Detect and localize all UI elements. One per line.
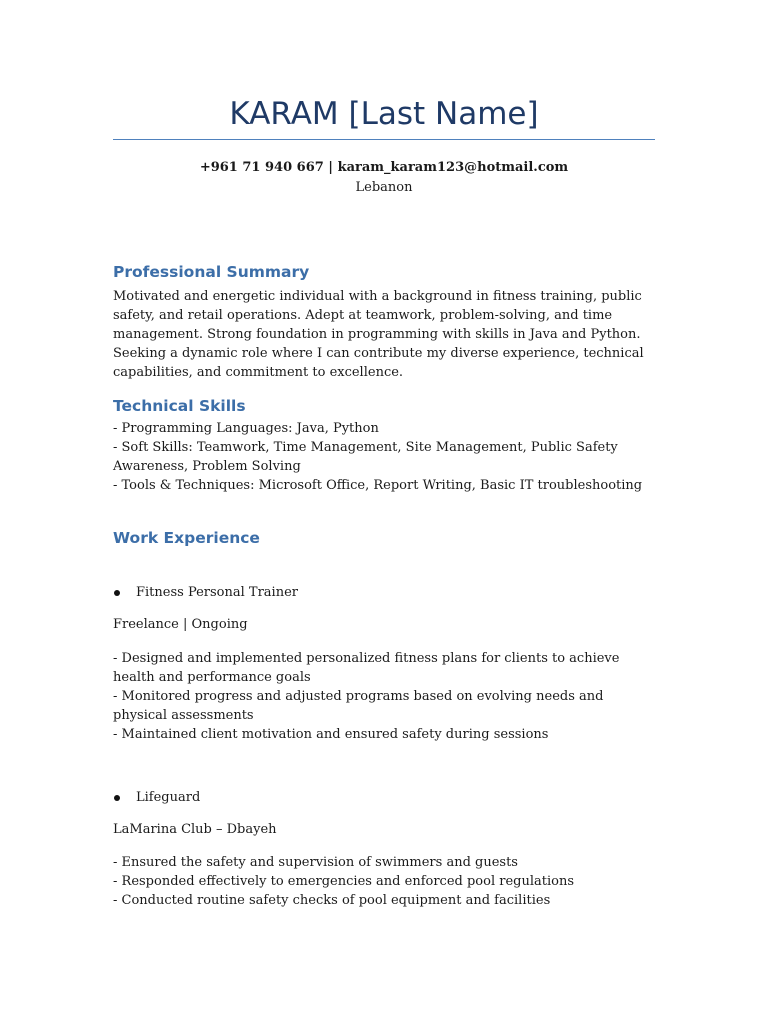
duty-item: - Maintained client motivation and ensured safety during sessions xyxy=(113,727,549,742)
job-subtitle: Freelance | Ongoing xyxy=(113,617,248,632)
skills-list xyxy=(113,419,658,495)
job-duties xyxy=(113,853,658,910)
job-title: Fitness Personal Trainer xyxy=(136,585,298,600)
skills-heading: Technical Skills xyxy=(113,397,246,415)
skill-item: - Programming Languages: Java, Python xyxy=(113,421,379,436)
summary-text: Motivated and energetic individual with a background in fitness training, public safety, and retail operations. Adept at teamwork, problem-solving, and time management. Strong foundation in programming with skills in Java and Python. Seeking a dynamic role where I can contribute my diverse experience, technical capabilities, and commitment to excellence. xyxy=(113,289,644,380)
duty-item: - Monitored progress and adjusted programs based on evolving needs and physical assessments xyxy=(113,689,604,723)
job-subtitle: LaMarina Club – Dbayeh xyxy=(113,822,277,837)
job-duties xyxy=(113,649,658,744)
summary-heading: Professional Summary xyxy=(113,263,310,281)
experience-heading: Work Experience xyxy=(113,529,260,547)
bullet-icon xyxy=(114,795,120,801)
contact-line: +961 71 940 667 | karam_karam123@hotmail.com xyxy=(199,160,569,175)
job-title: Lifeguard xyxy=(136,790,201,805)
job-title-row xyxy=(113,789,200,807)
candidate-name: KARAM [Last Name] xyxy=(229,96,539,132)
location: Lebanon xyxy=(355,180,413,195)
duty-item: - Conducted routine safety checks of pool equipment and facilities xyxy=(113,893,551,908)
duty-item: - Responded effectively to emergencies and enforced pool regulations xyxy=(113,874,575,889)
skill-item: - Soft Skills: Teamwork, Time Management, Site Management, Public Safety Awareness, Problem Solving xyxy=(113,440,618,474)
bullet-icon xyxy=(114,590,120,596)
duty-item: - Ensured the safety and supervision of swimmers and guests xyxy=(113,855,518,870)
job-title-row xyxy=(113,584,298,602)
skill-item: - Tools & Techniques: Microsoft Office, Report Writing, Basic IT troubleshooting xyxy=(113,478,643,493)
title-divider xyxy=(113,139,655,140)
duty-item: - Designed and implemented personalized fitness plans for clients to achieve health and performance goals xyxy=(113,651,620,685)
